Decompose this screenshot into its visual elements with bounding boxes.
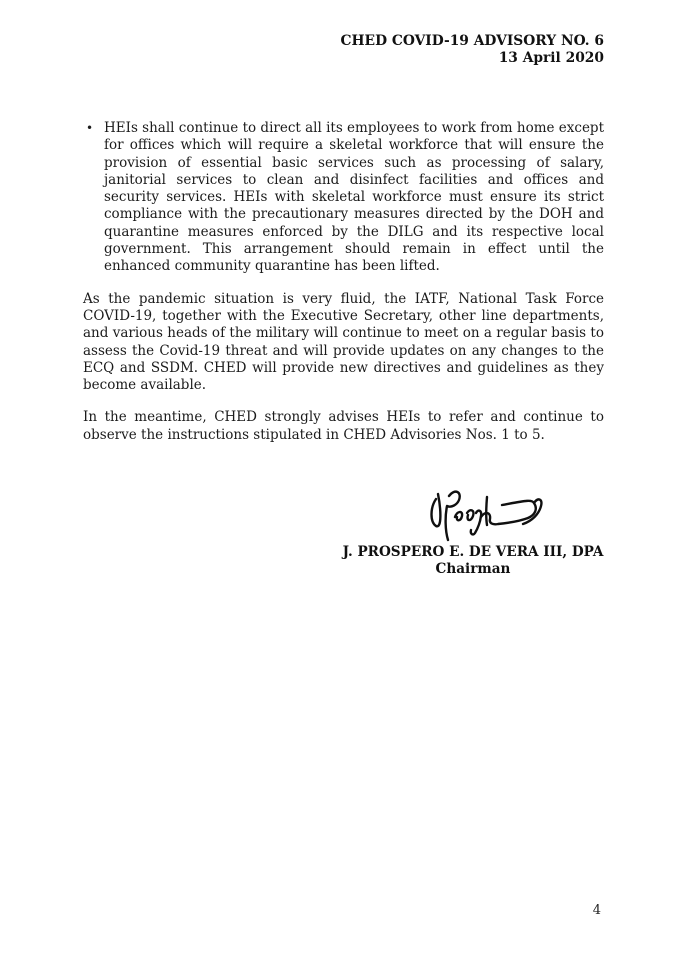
signature-scribble-icon	[424, 484, 546, 542]
signatory-name: J. PROSPERO E. DE VERA III, DPA	[342, 544, 604, 561]
bullet-item-text: HEIs shall continue to direct all its employees to work from home except for offices which will require a skeletal workforce that will ensure the provision of essential basic services such as processing of salary, janitorial services to clean and disinfect facilities and offices and security services. HEIs with skeletal workforce must ensure its strict compliance with the precautionary measures directed by the DOH and quarantine measures enforced by the DILG and its respective local government. This arrangement should remain in effect until the enhanced community quarantine has been lifted.	[104, 120, 604, 275]
signatory-title: Chairman	[435, 560, 511, 577]
paragraph-meantime-advice: In the meantime, CHED strongly advises HEIs to refer and continue to observe the instructions stipulated in CHED Advisories Nos. 1 to 5.	[83, 409, 604, 443]
advisory-date: 13 April 2020	[498, 50, 604, 66]
signature-block	[340, 484, 606, 577]
bullet-marker: •	[86, 121, 94, 135]
advisory-title: CHED COVID-19 ADVISORY NO. 6	[340, 33, 604, 49]
document-body	[83, 120, 604, 444]
paragraph-pandemic-situation: As the pandemic situation is very fluid, the IATF, National Task Force COVID-19, together with the Executive Secretary, other line departments, and various heads of the military will continue to meet on a regular basis to assess the Covid-19 threat and will provide updates on any changes to the ECQ and SSDM. CHED will provide new directives and guidelines as they become available.	[83, 290, 604, 394]
page-number: 4	[592, 903, 601, 918]
bullet-item	[83, 120, 604, 276]
document-header	[83, 33, 604, 67]
